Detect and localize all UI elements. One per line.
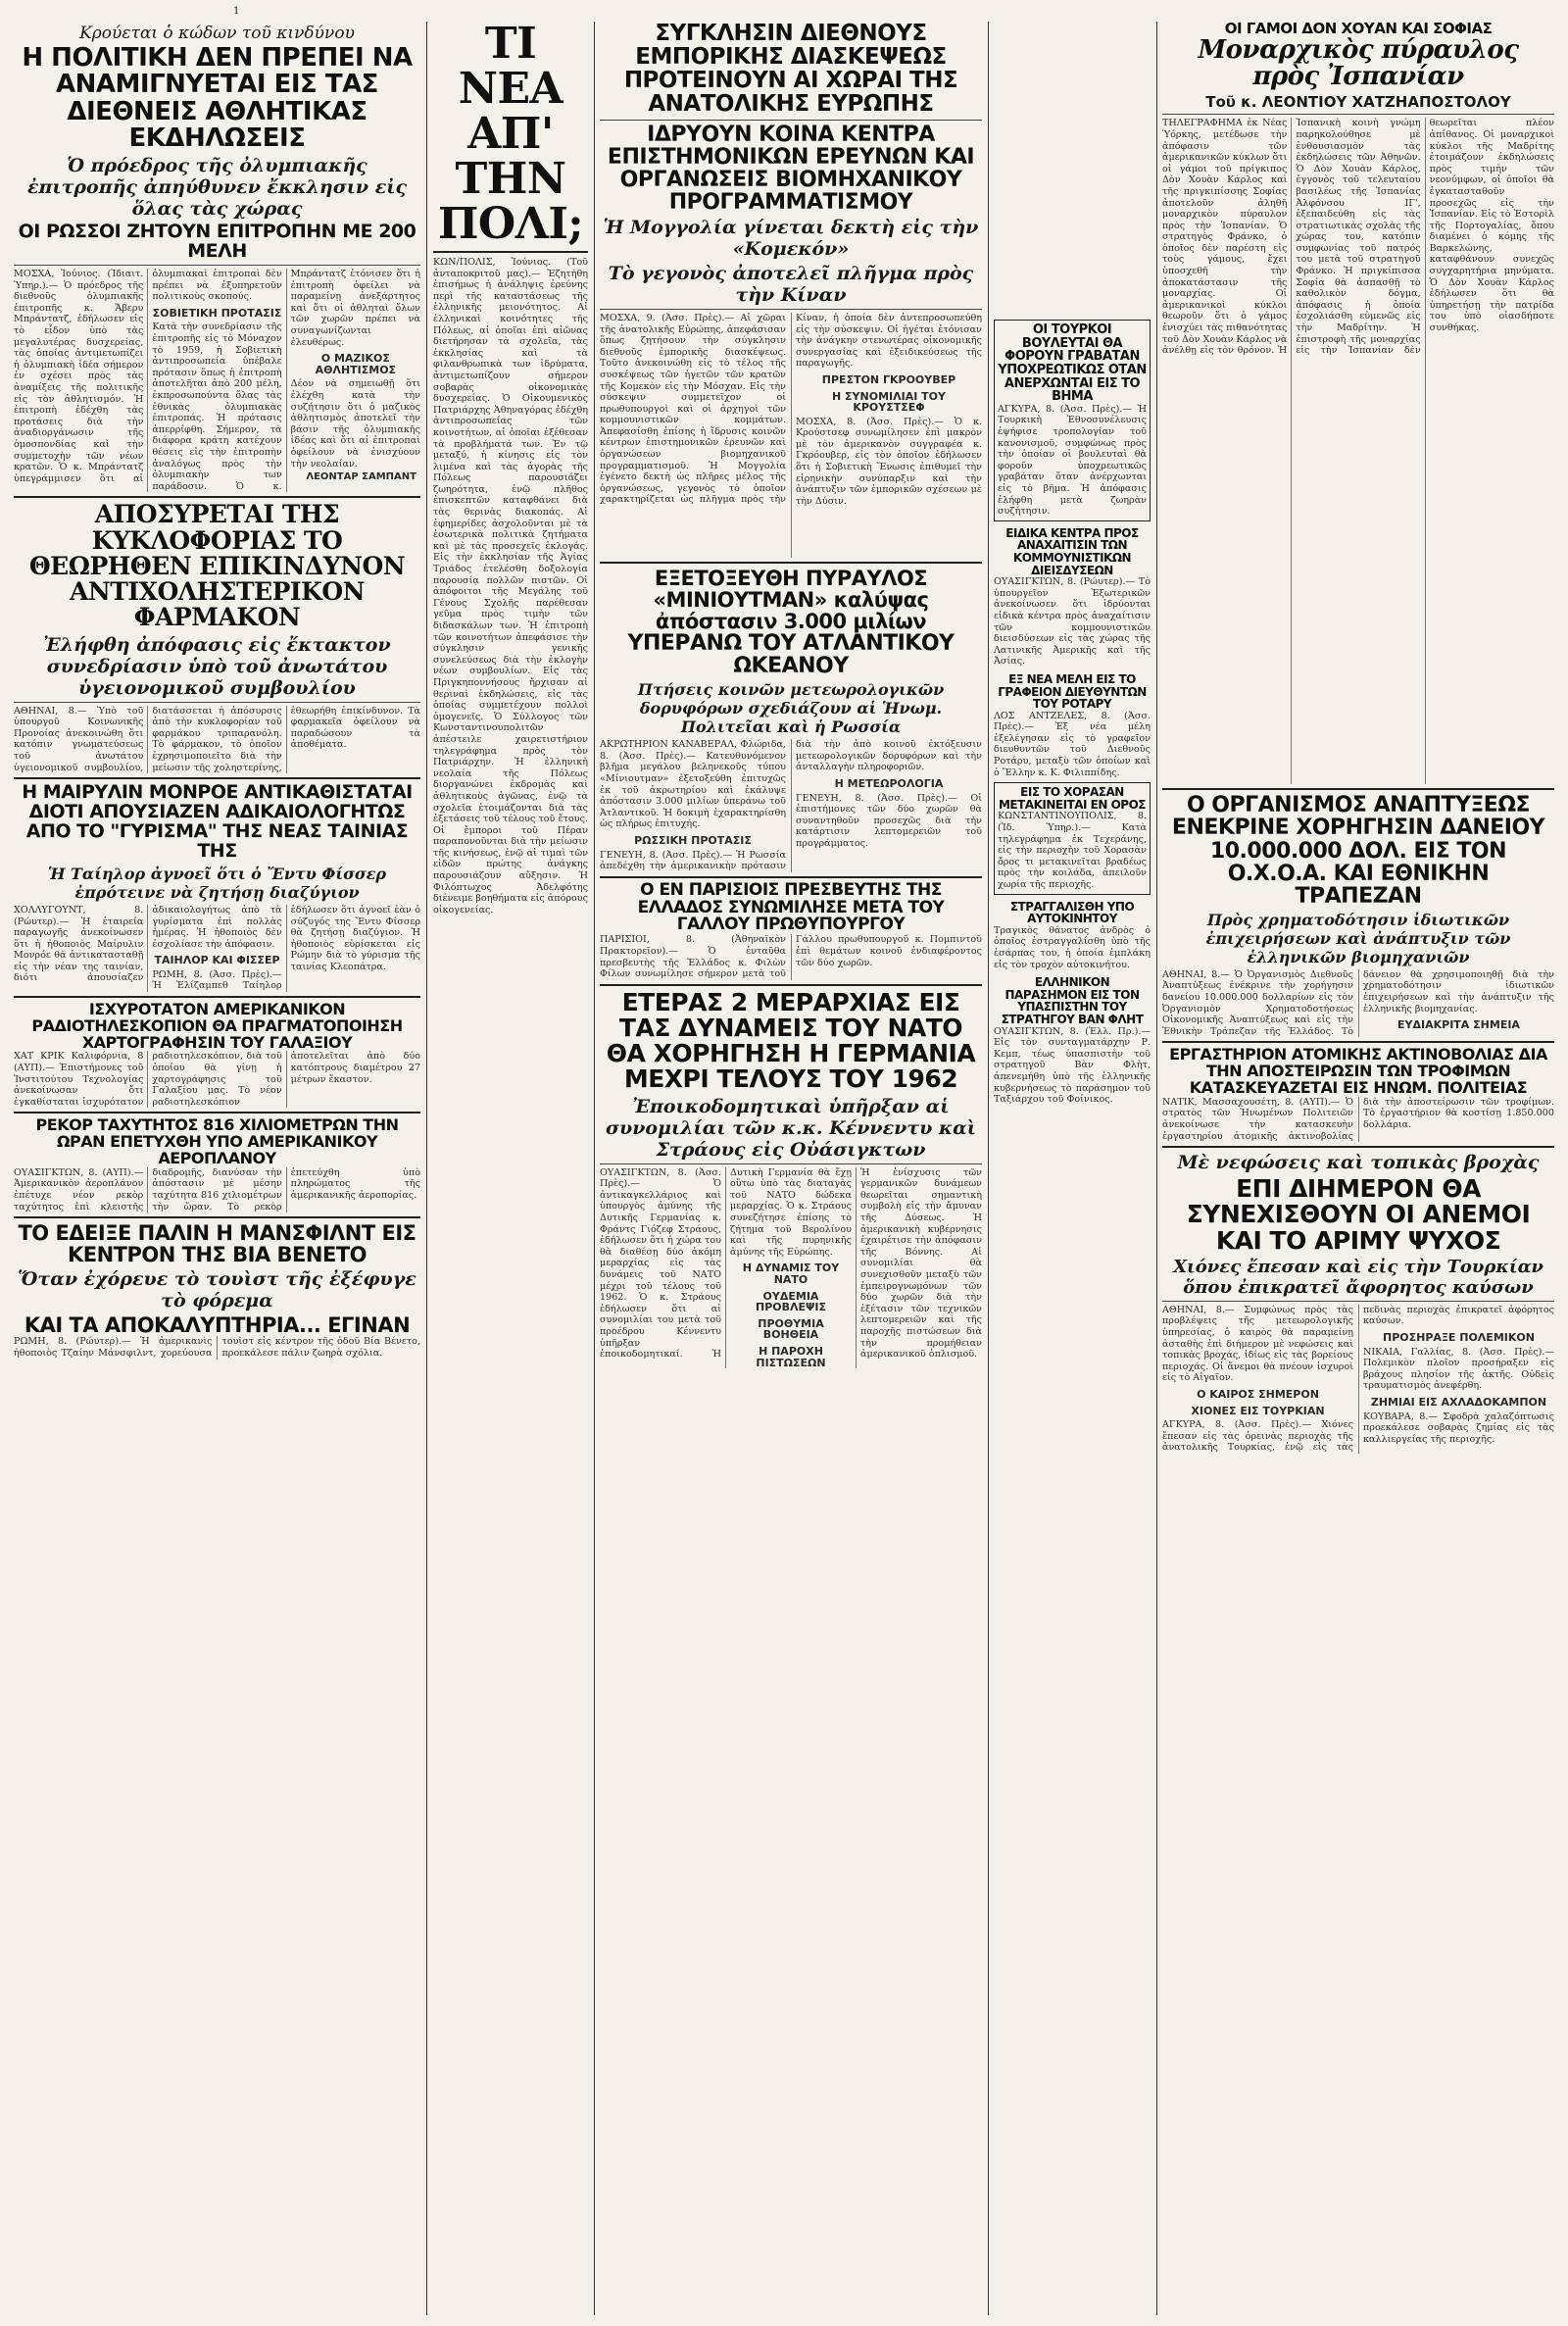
comecon-article: ΜΟΣΧΑ, 9. (Ἀσσ. Πρὲς).— Αἱ χῶραι τῆς ἀνατολικῆς Εὐρώπης, ἀπεφάσισαν ὅπως ζητήσουν τὴν σύγκλησιν διεθνοῦς ἐμπορικῆς διασκέψεως. Τοῦτο ἀνεκοινώθη εἰς τὸ τέλος τῆς συσκέψεως τῶν ἡγετῶν τῶν κρατῶν τῆς Κομεκὸν εἰς τὴν Μόσχαν. Εἰς τὴν σύσκεψιν συμμετεῖχον οἱ πρωθυπουργοὶ καὶ οἱ ἀρχηγοὶ τῶν κομμουνιστικῶν κομμάτων. Ἀπεφασίσθη ἐπίσης ἡ ἵδρυσις κοινῶν κέντρων ἐπιστημονικῶν ἐρευνῶν καὶ ὀργανώσεων βιομηχανικοῦ προγραμματισμοῦ. Ἡ Μογγολία ἐγένετο δεκτὴ ὡς πλῆρες μέλος τῆς ὀργανώσεως, γεγονὸς τὸ ὁποῖον χαρακτηρίζεται ὡς πλῆγμα πρὸς τὴν Κίναν, ἡ ὁποία δὲν ἀντεπροσωπεύθη εἰς τὴν σύσκεψιν. Οἱ ἡγέται ἐτόνισαν τὴν ἀνάγκην στενωτέρας οἰκονομικῆς συνεργασίας καὶ ἐξειδικεύσεως τῆς παραγωγῆς. ΠΡΕΣΤΟΝ ΓΚΡΟΟΥΒΕΡ Η ΣΥΝΟΜΙΛΙΑΙ ΤΟΥ ΚΡΟΥΣΤΣΕΦ ΜΟΣΧΑ, 8. (Ἀσσ. Πρὲς).— Ὁ κ. Κρούστσεφ συνωμίλησεν ἐπὶ μακρὸν μὲ τὸν ἀμερικανὸν συγγραφέα κ. Γκρόουβερ, εἰς τὸν ὁποῖον ἐδήλωσεν ὅτι ἡ Σοβιετικὴ Ἕνωσις ἐπιθυμεῖ τὴν εἰρηνικὴν συνύπαρξιν καὶ τὴν ἀνάπτυξιν τῶν ἐμπορικῶν σχέσεων μὲ τὴν Δύσιν. (600, 312, 982, 507)
newspaper-page (14, 22, 1554, 2315)
weather-article: ΑΘΗΝΑΙ, 8.— Συμφώνως πρὸς τὰς προβλέψεις τῆς μετεωρολογικῆς ὑπηρεσίας, ὁ καιρὸς θὰ παραμείνῃ ἀσταθὴς ἐπὶ διήμερον μὲ νεφώσεις καὶ τοπικὰς βροχάς, ἰδίως εἰς τὰς βορείους περιοχάς. Οἱ ἄνεμοι θὰ πνέουν ἰσχυροὶ εἰς τὸ Αἰγαῖον. Ο ΚΑΙΡΟΣ ΣΗΜΕΡΟΝ ΧΙΟΝΕΣ ΕΙΣ ΤΟΥΡΚΙΑΝ ΑΓΚΥΡΑ, 8. (Ἀσσ. Πρὲς).— Χιόνες ἔπεσαν εἰς τὰς ὀρεινὰς περιοχὰς τῆς ἀνατολικῆς Τουρκίας, ἐνῷ εἰς τὰς πεδινὰς περιοχὰς ἐπικρατεῖ ἀφόρητος καύσων. ΠΡΟΣΗΡΑΞΕ ΠΟΛΕΜΙΚΟΝ ΝΙΚΑΙΑ, Γαλλίας, 8. (Ἀσσ. Πρὲς).— Πολεμικὸν πλοῖον προσήραξεν εἰς βράχους πλησίον τῆς ἀκτῆς. Οὐδεὶς τραυματισμὸς ἀνεφέρθη. ΖΗΜΙΑΙ ΕΙΣ ΑΧΛΑΔΟΚΑΜΠΟΝ ΚΟΥΒΑΡΑ, 8.— Σφοδρὰ χαλαζόπτωσις προεκάλεσε σοβαρὰς ζημίας εἰς τὰς καλλιεργείας τῆς περιοχῆς. (1162, 1304, 1554, 1454)
radiotelescope-article: ΧΑΤ ΚΡΙΚ Καλιφόρνια, 8 (ΑΥΠ).— Ἐπιστήμονες τοῦ Ἰνστιτούτου Τεχνολογίας ἀνεκοίνωσαν ὅτι ἐγκαθίσταται ἰσχυρότατον ραδιοτηλεσκόπιον, διὰ τοῦ ὁποίου θὰ γίνῃ ἡ χαρτογράφησις τοῦ Γαλαξίου μας. Τὸ νέον ραδιοτηλεσκόπιον ἀποτελεῖται ἀπὸ δύο κατόπτρους διαμέτρου 27 μέτρων ἕκαστον. (14, 1051, 420, 1108)
nato-deck: Ἐποικοδομητικαὶ ὑπῆρξαν αἱ συνομιλίαι τῶν κ.κ. Κέννεντυ καὶ Στράους εἰς Οὐάσιγκτων (606, 1095, 976, 1161)
turkish-deputies-box: ΟΙ ΤΟΥΡΚΟΙ ΒΟΥΛΕΥΤΑΙ ΘΑ ΦΟΡΟΥΝ ΓΡΑΒΑΤΑΝ ΥΠΟΧΡΕΩΤΙΚΩΣ ΟΤΑΝ ΑΝΕΡΧΩΝΤΑΙ ΕΙΣ ΤΟ ΒΗΜΑ ΑΓΚΥΡΑ, 8. (Ἀσσ. Πρὲς).— Ἡ Τουρκικὴ Ἐθνοσυνέλευσις ἐψήφισε τροπολογίαν τοῦ κανονισμοῦ, συμφώνως πρὸς τὴν ὁποίαν οἱ βουλευταὶ θὰ φοροῦν ὑποχρεωτικῶς γραβάταν ὅταν ἀνέρχωνται εἰς τὸ βῆμα. Ἡ ἀπόφασις ἐλήφθη μετὰ ζωηρὰν συζήτησιν. (994, 320, 1151, 521)
mansfield-subhead: ΚΑΙ ΤΑ ΑΠΟΚΑΛΥΠΤΗΡΙΑ... ΕΓΙΝΑΝ (24, 1313, 411, 1338)
city-news-article: ΚΩΝ/ΠΟΛΙΣ, Ἰούνιος. (Τοῦ ἀνταποκριτοῦ μας).— Ἐζητήθη ἐπισήμως ἡ ἀνάληψις ἐρεύνης περὶ τῆς καταστάσεως τῆς ἑλληνικῆς μειονότητος. Αἱ ἑλληνικαὶ κοινότητες τῆς Πόλεως, αἱ ὁποῖαι ἐπὶ αἰῶνας διετήρησαν τὰ σχολεῖα, τὰς ἐκκλησίας καὶ τὰ φιλανθρωπικὰ των ἱδρύματα, ἀντιμετωπίζουν σήμερον σοβαρὰς οἰκονομικὰς δυσχερείας. Ὁ Οἰκουμενικὸς Πατριάρχης Ἀθηναγόρας ἐδέχθη ἀντιπροσωπείας τῶν κοινοτήτων, αἱ ὁποῖαι ἐξέθεσαν τὰ προβλήματά των. Ἐν τῷ μεταξύ, ἡ κίνησις εἰς τὸν λιμένα καὶ τὰς ἀγορὰς τῆς Πόλεως παρουσιάζει ζωηρότητα, ἐνῷ πλῆθος ἐπισκεπτῶν καταφθάνει διὰ τὰς θερινὰς διακοπάς. Αἱ ἐφημερίδες ἀσχολοῦνται μὲ τὰ ἐσωτερικὰ πολιτικὰ ζητήματα καὶ μὲ τὰς προσεχεῖς ἐκλογάς. Εἰς τὴν ἐκκλησίαν τῆς Ἁγίας Τριάδος ἐτελέσθη δοξολογία παρουσίᾳ πολλῶν πιστῶν. Οἱ ἀπόφοιτοι τῆς Μεγάλης τοῦ Γένους Σχολῆς παρέθεσαν γεῦμα πρὸς τιμὴν τῶν διδασκάλων των. Ἡ ἐπιτροπὴ τῶν κοινοτήτων ἀπεφάσισε τὴν σύγκλησιν γενικῆς συνελεύσεως διὰ τὴν ἐκλογὴν νέων συμβουλίων. Εἰς τὰς Πριγκηποννήσους ἤρχισαν αἱ θεριναὶ ἐκδηλώσεις, εἰς τὰς ὁποίας συμμετέχουν πολλοὶ ὁμογενεῖς. Ὁ Σύλλογος τῶν Κωνσταντινουπολιτῶν ἀπέστειλε χαιρετιστήριον τηλεγράφημα πρὸς τὸν Πατριάρχην. Ἡ ἑλληνικὴ νεολαία τῆς Πόλεως διοργανώνει ἐκδρομὰς καὶ ἀθλητικοὺς ἀγῶνας, ἐνῷ τὰ σχολεῖα ἑτοιμάζονται διὰ τὰς ἐξετάσεις τοῦ τέλους τοῦ ἔτους. Οἱ ἔμποροι τοῦ Πέραν παραπονοῦνται διὰ τὴν μείωσιν τῆς κινήσεως, ἐνῷ αἱ τιμαὶ τῶν εἰδῶν πρώτης ἀνάγκης παρουσιάζουν αὔξησιν. Ἡ Φιλόπτωχος Ἀδελφότης διένειμε βοηθήματα εἰς ἀπόρους οἰκογενείας. (433, 257, 588, 916)
loan-deck: Πρὸς χρηματοδότησιν ἰδιωτικῶν ἐπιχειρήσεων καὶ ἀνάπτυξιν τῶν ἑλληνικῶν βιομηχανιῶν (1205, 910, 1511, 966)
drug-headline: ΑΠΟΣΥΡΕΤΑΙ ΤΗΣ ΚΥΚΛΟΦΟΡΙΑΣ ΤΟ ΘΕΩΡΗΘΕΝ ΕΠΙΚΙΝΔΥΝΟΝ ΑΝΤΙΧΟΛΗΣΤΕΡΙΚΟΝ ΦΑΡΜΑΚΟΝ (28, 500, 406, 632)
loan-headline: Ο ΟΡΓΑΝΙΣΜΟΣ ΑΝΑΠΤΥΞΕΩΣ ΕΝΕΚΡΙΝΕ ΧΟΡΗΓΗΣΙΝ ΔΑΝΕΙΟΥ 10.000.000 ΔΟΛ. ΕΙΣ ΤΟΝ Ο.Χ.Ο.Α. ΚΑΙ ΕΘΝΙΚΗΝ ΤΡΑΠΕΖΑΝ (1171, 793, 1545, 909)
column-right (1162, 22, 1554, 2315)
speed-record-article: ΟΥΑΣΙΓΚΤΩΝ, 8. (ΑΥΠ).— Ἀμερικανικὸν ἀεροπλάνον ἐπέτυχε νέον ρεκὸρ ταχύτητος ἐπὶ κλειστῆς διαδρομῆς, διανύσαν τὴν ἀπόστασιν μὲ μέσην ταχύτητα 816 χιλιομέτρων τὴν ὥραν. Τὸ ρεκὸρ ἐπετεύχθη ὑπὸ πληρώματος τῆς ἀμερικανικῆς ἀεροπορίας. (14, 1166, 420, 1212)
satellite-deck: Πτήσεις κοινῶν μετεωρολογικῶν δορυφόρων σχεδιάζουν αἱ Ἡνωμ. Πολιτεῖαι καὶ ἡ Ρωσσία (637, 680, 945, 737)
minuteman-article: ΑΚΡΩΤΗΡΙΟΝ ΚΑΝΑΒΕΡΑΛ, Φλώριδα, 8. (Ἀσσ. Πρὲς).— Κατευθυνόμενον βλῆμα μεγάλου βεληνεκοῦς τύπου «Μίνιουτμαν» ἐξετοξεύθη ἐπιτυχῶς ἐκ τοῦ ἀκρωτηρίου καὶ ἐκάλυψε ἀπόστασιν 3.000 μιλίων ὑπεράνω τοῦ Ἀτλαντικοῦ. Ἡ δοκιμὴ ἐχαρακτηρίσθη ὡς πλήρως ἐπιτυχής. ΡΩΣΣΙΚΗ ΠΡΟΤΑΣΙΣ ΓΕΝΕΥΗ, 8. (Ἀσσ. Πρὲς).— Ἡ Ρωσσία ἀπεδέχθη τὴν ἀμερικανικὴν πρότασιν διὰ τὴν ἀπὸ κοινοῦ ἐκτόξευσιν μετεωρολογικῶν δορυφόρων καὶ τὴν ἀνταλλαγὴν πληροφοριῶν. Η ΜΕΤΕΩΡΟΛΟΓΙΑ ΓΕΝΕΥΗ, 8. (Ἀσσ. Πρὲς).— Οἱ ἐπιστήμονες τῶν δύο χωρῶν θὰ συναντηθοῦν προσεχῶς διὰ τὴν κατάρτισιν λεπτομερειῶν τοῦ προγράμματος. (600, 739, 982, 872)
loan-article: ΑΘΗΝΑΙ, 8.— Ὁ Ὀργανισμὸς Διεθνοῦς Ἀναπτύξεως ἐνέκρινε τὴν χορήγησιν δανείου 10.000.000 δολλαρίων εἰς τὸν Ὀργανισμὸν Χρηματοδοτήσεως Οἰκονομικῆς Ἀναπτύξεως καὶ εἰς τὴν Ἐθνικὴν Τράπεζαν τῆς Ἑλλάδος. Τὸ δάνειον θὰ χρησιμοποιηθῇ διὰ τὴν χρηματοδότησιν ἰδιωτικῶν ἐπιχειρήσεων καὶ τὴν ἀνάπτυξιν τῆς ἑλληνικῆς βιομηχανίας. ΕΥΔΙΑΚΡΙΤΑ ΣΗΜΕΙΑ (1162, 968, 1554, 1037)
sports-kicker: Κρούεται ὁ κώδων τοῦ κινδύνου (79, 24, 355, 43)
research-centers-headline: ΙΔΡΥΟΥΝ ΚΟΙΝΑ ΚΕΝΤΡΑ ΕΠΙΣΤΗΜΟΝΙΚΩΝ ΕΡΕΥΝΩΝ ΚΑΙ ΟΡΓΑΝΩΣΕΙΣ ΒΙΟΜΗΧΑΝΙΚΟΥ ΠΡΟΓΡΑΜΜΑΤΙΣΜΟΥ (607, 122, 975, 215)
china-deck: Τὸ γεγονὸς ἀποτελεῖ πλῆγμα πρὸς τὴν Κίναν (608, 262, 974, 306)
minuteman-headline: ΕΞΕΤΟΞΕΥΘΗ ΠΥΡΑΥΛΟΣ «ΜΙΝΙΟΥΤΜΑΝ» καλύψας ἀπόστασιν 3.000 μιλίων (653, 566, 929, 634)
olympic-headline: Η ΠΟΛΙΤΙΚΗ ΔΕΝ ΠΡΕΠΕΙ ΝΑ ΑΝΑΜΙΓΝΥΕΤΑΙ ΕΙΣ ΤΑΣ ΔΙΕΘΝΕΙΣ ΑΘΛΗΤΙΚΑΣ ΕΚΔΗΛΩΣΕΙΣ (22, 43, 413, 153)
mansfield-article: ΡΩΜΗ, 8. (Ρώυτερ).— Ἡ ἀμερικανὶς ἠθοποιὸς Τζαίην Μάνσφιλντ, χορεύουσα τουὶστ εἰς κέντρον τῆς ὁδοῦ Βία Βένετο, προεκάλεσε πάλιν ζωηρὰ σχόλια. (14, 1336, 420, 1359)
monarchy-article: ΤΗΛΕΓΡΑΦΗΜΑ ἐκ Νέας Ὑόρκης, μετέδωσε τὴν ἀπόφασιν τῶν ἀμερικανικῶν κύκλων ὅτι οἱ γάμοι τοῦ πρίγκιπος Δὸν Χουὰν Κάρλος καὶ τῆς πριγκιπίσσης Σοφίας ἀποτελοῦν ἀληθῆ μοναρχικὸν πύραυλον πρὸς τὴν Ἰσπανίαν. Ὁ στρατηγὸς Φράνκο, ὁ ὁποῖος δὲν παρέστη εἰς τοὺς γάμους, ἔχει ὑποσχεθῆ τὴν ἀποκατάστασιν τῆς μοναρχίας. Οἱ ἀμερικανικοὶ κύκλοι θεωροῦν ὅτι ὁ γάμος ἐνισχύει τὰς πιθανότητας τοῦ Δὸν Χουὰν Κάρλος νὰ ἀνέλθῃ εἰς τὸν θρόνον. Ἡ Ἰσπανικὴ κοινὴ γνώμη παρηκολούθησε μὲ ἐνθουσιασμὸν τὰς ἐκδηλώσεις τῶν Ἀθηνῶν. Ὁ Δὸν Χουὰν Κάρλος, ἐγγονὸς τοῦ τελευταίου βασιλέως τῆς Ἰσπανίας Ἀλφόνσου ΙΓ', ἐξεπαιδεύθη εἰς τὰς στρατιωτικὰς σχολὰς τῆς χώρας του, κατόπιν συμφωνίας τοῦ πατρός του μετὰ τοῦ στρατηγοῦ Φράνκο. Ἡ πριγκίπισσα Σοφία θὰ ἀσπασθῇ τὸ καθολικὸν δόγμα, ἀπόφασις ἡ ὁποία ἐσχολιάσθη εὐμενῶς εἰς τὴν Μαδρίτην. Ἡ ἐπιστροφὴ τῆς μοναρχίας εἰς τὴν Ἰσπανίαν δὲν θεωρεῖται πλέον ἀπίθανος. Οἱ μοναρχικοὶ κύκλοι τῆς Μαδρίτης ἑτοιμάζουν ἐκδηλώσεις πρὸς τιμὴν τῶν νεονύμφων, οἱ ὁποῖοι θὰ ἐγκατασταθοῦν προσεχῶς εἰς τὴν Ἰσπανίαν. Εἰς τὸ Ἐστορὶλ τῆς Πορτογαλίας, ὅπου διαμένει ὁ κόμης τῆς Βαρκελώνης, καταφθάνουν συνεχῶς συγχαρητήρια μηνύματα. Ὁ Δὸν Χουὰν Κάρλος ἐδήλωσεν ὅτι θὰ ὑπηρετήσῃ τὴν πατρίδα του ὑπὸ οἱασδήποτε συνθήκας. (1162, 118, 1554, 357)
special-centers-title: ΕΙΔΙΚΑ ΚΕΝΤΡΑ ΠΡΟΣ ΑΝΑΧΑΙΤΙΣΙΝ ΤΩΝ ΚΟΜΜΟΥΝΙΣΤΙΚΩΝ ΔΙΕΙΣΔΥΣΕΩΝ (1005, 525, 1139, 577)
strangled-text: Τραγικὸς θάνατος ἀνδρὸς ὁ ὁποῖος ἐστραγγαλίσθη ὑπὸ τῆς ἐσάρπας του, ἡ ὁποία ἐμπλάκη εἰς τὸν τροχὸν αὐτοκινήτου. (994, 924, 1151, 970)
radiation-lab-article: ΝΑΤΙΚ, Μασσαχουσέτη, 8. (ΑΥΠ).— Ὁ στρατὸς τῶν Ἡνωμένων Πολιτειῶν ἀνεκοίνωσε τὴν κατασκευὴν ἐργαστηρίου ἀτομικῆς ἀκτινοβολίας διὰ τὴν ἀποστείρωσιν τῶν τροφίμων. Τὸ ἐργαστήριον θὰ κοστίσῃ 1.850.000 δολλάρια. (1162, 1096, 1554, 1142)
column-center (600, 22, 982, 2315)
weddings-kicker: ΟΙ ΓΑΜΟΙ ΔΟΝ ΧΟΥΑΝ ΚΑΙ ΣΟΦΙΑΣ (1224, 22, 1493, 37)
nato-divisions-headline: ΕΤΕΡΑΣ 2 ΜΕΡΑΡΧΙΑΣ ΕΙΣ ΤΑΣ ΔΥΝΑΜΕΙΣ ΤΟΥ ΝΑΤΟ ΘΑ ΧΟΡΗΓΗΣΗ Η ΓΕΡΜΑΝΙΑ ΜΕΧΡΙ ΤΕΛΟΥΣ ΤΟΥ 1962 (606, 987, 976, 1094)
city-news-headline: ΤΙ ΝΕΑ ΑΠ' ΤΗΝ ΠΟΛΙ; (437, 22, 584, 249)
column-left (14, 22, 420, 2315)
strangled-title: ΣΤΡΑΓΓΑΛΙΣΘΗ ΥΠΟ ΑΥΤΟΚΙΝΗΤΟΥ (1009, 899, 1135, 926)
nato-article: ΟΥΑΣΙΓΚΤΩΝ, 8. (Ἀσσ. Πρὲς).— Ὁ ἀντικαγκελλάριος καὶ ὑπουργὸς ἀμύνης τῆς Δυτικῆς Γερμανίας κ. Φράντς Γιόζεφ Στράους, ἐδήλωσεν ὅτι ἡ χώρα του θὰ διαθέσῃ δύο ἀκόμη μεραρχίας εἰς τὰς δυνάμεις τοῦ ΝΑΤΟ μέχρι τοῦ τέλους τοῦ 1962. Ὁ κ. Στράους ἐδήλωσεν ὅτι αἱ συνομιλίαι του μετὰ τοῦ προέδρου Κέννεντυ ὑπῆρξαν ἐποικοδομητικαί. Ἡ Δυτικὴ Γερμανία θὰ ἔχῃ οὕτω ὑπὸ τὰς διαταγὰς τοῦ ΝΑΤΟ δώδεκα μεραρχίας. Ὁ κ. Στράους συνεζήτησε ἐπίσης τὸ ζήτημα τοῦ Βερολίνου καὶ τῆς πυρηνικῆς ἀμύνης τῆς Εὐρώπης. Η ΔΥΝΑΜΙΣ ΤΟΥ ΝΑΤΟ ΟΥΔΕΜΙΑ ΠΡΟΒΛΕΨΙΣ ΠΡΟΘΥΜΙΑ ΒΟΗΘΕΙΑ Η ΠΑΡΟΧΗ ΠΙΣΤΩΣΕΩΝ Ἡ ἑνίσχυσις τῶν γερμανικῶν δυνάμεων θεωρεῖται σημαντικὴ συμβολὴ εἰς τὴν ἄμυναν τῆς Δύσεως. Ἡ ἀμερικανικὴ κυβέρνησις ἐχαιρέτισε τὴν ἀπόφασιν τῆς Βόννης. Αἱ συνομιλίαι θὰ συνεχισθοῦν μεταξὺ τῶν ἐμπειρογνωμόνων τῶν δύο χωρῶν διὰ τὴν ἐξέτασιν τῶν τεχνικῶν λεπτομερειῶν καὶ τῆς παροχῆς πιστώσεων διὰ τὴν προμήθειαν ἀμερικανικοῦ ὁπλισμοῦ. (600, 1166, 982, 1369)
monroe-deck: Ἡ Ταίηλορ ἀγνοεῖ ὅτι ὁ Ἔντυ Φίσσερ ἐπρότεινε νὰ ζητήσῃ διαζύγιον (47, 864, 387, 902)
radiotelescope-headline: ΙΣΧΥΡΟΤΑΤΟΝ ΑΜΕΡΙΚΑΝΙΚΟΝ ΡΑΔΙΟΤΗΛΕΣΚΟΠΙΟΝ ΘΑ ΠΡΑΓΜΑΤΟΠΟΙΗΣΗ ΧΑΡΤΟΓΡΑΦΗΣΙΝ ΤΟΥ ΓΑΛΑΞΙΟΥ (31, 1000, 403, 1052)
paris-ambassador-headline: Ο ΕΝ ΠΑΡΙΣΙΟΙΣ ΠΡΕΣΒΕΥΤΗΣ ΤΗΣ ΕΛΛΑΔΟΣ ΣΥΝΩΜΙΛΗΣΕ ΜΕΤΑ ΤΟΥ ΓΑΛΛΟΥ ΠΡΩΘΥΠΟΥΡΓΟΥ (637, 879, 945, 935)
olympic-article: ΜΟΣΧΑ, Ἰούνιος. (Ἰδιαιτ. Ὑπηρ.).— Ὁ πρόεδρος τῆς διεθνοῦς ὀλυμπιακῆς ἐπιτροπῆς κ. Ἄβερυ Μπράντατζ, ἐδήλωσεν εἰς τὸ εἶδον ὑπὸ τὰς μεγαλυτέρας δυσχερείας, τὰς ὁποίας ἀντιμετωπίζει ἡ ὀλυμπιακὴ ἰδέα σήμερον ἐν σχέσει πρὸς τὰς ἀναμίξεις τῆς πολιτικῆς εἰς τὸν ἀθλητισμόν. Ἡ ἐπιτροπὴ ἐδέχθη τὰς προτάσεις διὰ τὴν ἀναδιοργάνωσιν τῆς ὁμοσπονδίας καὶ τὴν συμμετοχὴν τῶν νέων κρατῶν. Ὁ κ. Μπράντατζ ὑπεγράμμισεν ὅτι αἱ ὀλυμπιακαὶ ἐπιτροπαὶ δὲν πρέπει νὰ ἐξυπηρετοῦν πολιτικοὺς σκοπούς. ΣΟΒΙΕΤΙΚΗ ΠΡΟΤΑΣΙΣ Κατὰ τὴν συνεδρίασιν τῆς ἐπιτροπῆς εἰς τὸ Μόναχον τὸ 1959, ἡ Σοβιετικὴ ἀντιπροσωπεία ὑπέβαλε πρότασιν ὅπως ἡ ἐπιτροπὴ ἀποτελῆται ἀπὸ 200 μέλη, ἐκπροσωπούντα ὅλας τὰς ἐθνικὰς ὀλυμπιακὰς ἐπιτροπάς. Ἡ πρότασις ἀπερρίφθη. Σήμερον, τὰ διάφορα κράτη κατέχουν θέσεις εἰς τὴν ἐπιτροπὴν ἀναλόγως πρὸς τὴν ὀλυμπιακὴν των παράδοσιν. Ὁ κ. Μπράντατζ ἐτόνισεν ὅτι ἡ ἐπιτροπὴ ὀφείλει νὰ παραμείνῃ ἀνεξάρτητος καὶ ὅτι οἱ ἀθληταὶ ὅλων τῶν χωρῶν πρέπει νὰ συναγωνίζωνται ἐλευθέρως. Ο ΜΑΖΙΚΟΣ ΑΘΛΗΤΙΣΜΟΣ Δέον νὰ σημειωθῇ ὅτι ἐλέχθη κατὰ τὴν συζήτησιν ὅτι ὁ μαζικὸς ἀθλητισμὸς ἀποτελεῖ τὴν βάσιν τῆς ὀλυμπιακῆς ἰδέας καὶ ὅτι αἱ ἐπιτροπαὶ ὀφείλουν νὰ ἐνισχύουν τὴν νεολαίαν. ΛΕΟΝΤΑΡ ΣΑΜΠΑΝΤ (14, 269, 420, 492)
drug-deck: Ἐλήφθη ἀπόφασις εἰς ἔκτακτον συνεδρίασιν ὑπὸ τοῦ ἀνωτάτου ὑγειονομικοῦ συμβουλίου (43, 633, 391, 699)
mansfield-headline: ΤΟ ΕΔΕΙΞΕ ΠΑΛΙΝ Η ΜΑΝΣΦΙΛΝΤ ΕΙΣ ΚΕΝΤΡΟΝ ΤΗΣ ΒΙΑ ΒΕΝΕΤΟ (18, 1221, 416, 1267)
medal-text: ΟΥΑΣΙΓΚΤΩΝ, 8. (Ἐλλ. Πρ.).— Εἰς τὸν συνταγματάρχην Ρ. Κεμπ, τέως ὑπασπιστὴν τοῦ στρατηγοῦ Βὰν Φλὴτ, ἀπενεμήθη ὑπὸ τῆς ἑλληνικῆς κυβερνήσεως τὸ παράσημον τοῦ Ταξιάρχου τοῦ Φοίνικος. (994, 1025, 1151, 1106)
paris-ambassador-article: ΠΑΡΙΣΙΟΙ, 8. (Ἀθηναϊκὸν Πρακτορεῖον).— Ὁ ἐνταῦθα πρεσβευτὴς τῆς Ἑλλάδος κ. Φιλὼν Φίλων συνωμίλησε σήμερον μετὰ τοῦ Γάλλου πρωθυπουργοῦ κ. Πομπιντοῦ ἐπὶ θεμάτων κοινοῦ ἐνδιαφέροντος τῶν δύο χωρῶν. (600, 934, 982, 980)
column-briefs (994, 316, 1151, 2315)
trade-conference-headline: ΣΥΓΚΛΗΣΙΝ ΔΙΕΘΝΟΥΣ ΕΜΠΟΡΙΚΗΣ ΔΙΑΣΚΕΨΕΩΣ ΠΡΟΤΕΙΝΟΥΝ ΑΙ ΧΩΡΑΙ ΤΗΣ ΑΝΑΤΟΛΙΚΗΣ ΕΥΡΩΠΗΣ (623, 22, 958, 118)
monroe-headline: Η ΜΑΙΡΥΛΙΝ ΜΟΝΡΟΕ ΑΝΤΙΚΑΘΙΣΤΑΤΑΙ ΔΙΟΤΙ ΑΠΟΥΣΙΑΖΕΝ ΑΔΙΚΑΙΟΛΟΓΗΤΩΣ ΑΠΟ ΤΟ "ΓΥΡΙΣΜΑ" ΤΗΣ ΝΕΑΣ ΤΑΙΝΙΑΣ ΤΗΣ (22, 781, 413, 862)
weather-kicker: Μὲ νεφώσεις καὶ τοπικὰς βροχὰς (1177, 1152, 1540, 1174)
medal-title: ΕΛΛΗΝΙΚΟΝ ΠΑΡΑΣΗΜΟΝ ΕΙΣ ΤΟΝ ΥΠΑΣΠΙΣΤΗΝ ΤΟΥ ΣΤΡΑΤΗΓΟΥ ΒΑΝ ΦΛΗΤ (1001, 975, 1144, 1026)
weather-deck: Χιόνες ἔπεσαν καὶ εἰς τὴν Τουρκίαν ὅπου ἐπικρατεῖ ἄφορητος καύσων (1173, 1256, 1544, 1298)
rotary-title: ΕΞ ΝΕΑ ΜΕΛΗ ΕΙΣ ΤΟ ΓΡΑΦΕΙΟΝ ΔΙΕΥΘΥΝΤΩΝ ΤΟΥ ΡΟΤΑΡΥ (998, 671, 1147, 712)
olympic-subhead: ΟΙ ΡΩΣΣΟΙ ΖΗΤΟΥΝ ΕΠΙΤΡΟΠΗΝ ΜΕ 200 ΜΕΛΗ (18, 221, 416, 263)
drug-article: ΑΘΗΝΑΙ, 8.— Ὑπὸ τοῦ ὑπουργοῦ Κοινωνικῆς Προνοίας ἀνεκοινώθη ὅτι κατόπιν γνωματεύσεως τοῦ ἀνωτάτου ὑγειονομικοῦ συμβουλίου, διατάσσεται ἡ ἀπόσυρσις ἀπὸ τὴν κυκλοφορίαν τοῦ φαρμάκου τριπαρανόλη. Τὸ φάρμακον, τὸ ὁποῖον ἐχρησιμοποιεῖτο διὰ τὴν μείωσιν τῆς χοληστερίνης, ἐθεωρήθη ἐπικίνδυνον. Τὰ φαρμακεῖα ὀφείλουν νὰ παραδώσουν τὰ ἀποθέματα. (14, 705, 420, 773)
weather-headline: ΕΠΙ ΔΙΗΜΕΡΟΝ ΘΑ ΣΥΝΕΧΙΣΘΟΥΝ ΟΙ ΑΝΕΜΟΙ ΚΑΙ ΤΟ ΑΡΙΜΥ ΨΥΧΟΣ (1186, 1174, 1531, 1255)
page-number-mark: 1 (233, 6, 240, 17)
article-signature: ΛΕΟΝΤΑΡ ΣΑΜΠΑΝΤ (306, 471, 416, 483)
rotary-text: ΛΟΣ ΑΝΤΖΕΛΕΣ, 8. (Ἀσσ. Πρὲς).— Ἐξ νέα μέλη ἐξελέγησαν εἰς τὸ γραφεῖον διευθυντῶν τοῦ Διεθνοῦς Ροτάρυ, μεταξὺ τῶν ὁποίων καὶ ὁ Ἕλλην κ. Κ. Φιλιππίδης. (994, 710, 1151, 778)
radiation-lab-headline: ΕΡΓΑΣΤΗΡΙΟΝ ΑΤΟΜΙΚΗΣ ΑΚΤΙΝΟΒΟΛΙΑΣ ΔΙΑ ΤΗΝ ΑΠΟΣΤΕΙΡΩΣΙΝ ΤΩΝ ΤΡΟΦΙΜΩΝ ΚΑΤΑΣΚΕΥΑΖΕΤΑΙ ΕΙΣ ΗΝΩΜ. ΠΟΛΙΤΕΙΑΣ (1169, 1045, 1547, 1097)
special-centers-text: ΟΥΑΣΙΓΚΤΩΝ, 8. (Ρώυτερ).— Τὸ ὑπουργεῖον Ἐξωτερικῶν ἀνεκοίνωσεν ὅτι ἱδρύονται εἰδικὰ κέντρα πρὸς ἀναχαίτισιν τῶν κομμουνιστικῶν διεισδύσεων εἰς τὰς χώρας τῆς Λατινικῆς Ἀμερικῆς καὶ τῆς Ἀσίας. (994, 576, 1151, 668)
mongolia-deck: Ἡ Μογγολία γίνεται δεκτὴ εἰς τὴν «Κομεκόν» (603, 216, 979, 260)
monarchy-byline: Τοῦ κ. ΛΕΟΝΤΙΟΥ ΧΑΤΖΗΑΠΟΣΤΟΛΟΥ (1205, 93, 1511, 112)
olympic-deck: Ὁ πρόεδρος τῆς ὀλυμπιακῆς ἐπιτροπῆς ἀπηύθυνεν ἔκκλησιν εἰς ὅλας τὰς χώρας (26, 155, 408, 221)
khorasan-box: ΕΙΣ ΤΟ ΧΟΡΑΣΑΝ ΜΕΤΑΚΙΝΕΙΤΑΙ ΕΝ ΟΡΟΣ ΚΩΝΣΤΑΝΤΙΝΟΥΠΟΛΙΣ, 8. (Ἰδ. Ὑπηρ.).— Κατὰ τηλεγράφημα ἐκ Τεχεράνης, εἰς τὴν περιοχὴν τοῦ Χορασὰν ὄρος τι μετακινεῖται βραδέως πρὸς τὴν κοιλάδα, ἀπειλοῦν χωρία τῆς περιοχῆς. (994, 782, 1151, 894)
monarchy-headline: Μοναρχικὸς πύραυλος πρὸς Ἰσπανίαν (1198, 34, 1519, 92)
speed-record-headline: ΡΕΚΟΡ ΤΑΧΥΤΗΤΟΣ 816 ΧΙΛΙΟΜΕΤΡΩΝ ΤΗΝ ΩΡΑΝ ΕΠΕΤΥΧΘΗ ΥΠΟ ΑΜΕΡΙΚΑΝΙΚΟΥ ΑΕΡΟΠΛΑΝΟΥ (35, 1115, 399, 1168)
column-city-news (433, 22, 588, 2315)
atlantic-headline: ΥΠΕΡΑΝΩ ΤΟΥ ΑΤΛΑΝΤΙΚΟΥ ΩΚΕΑΝΟΥ (627, 631, 955, 679)
mansfield-deck: Ὅταν ἐχόρευε τὸ τουὶστ τῆς ἐξέφυγε τὸ φόρεμα (18, 1268, 416, 1312)
monroe-article: ΧΟΛΛΥΓΟΥΝΤ, 8. (Ρώυτερ).— Ἡ ἑταιρεία παραγωγῆς ἀνεκοίνωσεν ὅτι ἡ ἠθοποιὸς Μαίρυλιν Μονρόε θὰ ἀντικατασταθῇ εἰς τὴν νέαν της ταινίαν, διότι ἀπουσίαζεν ἀδικαιολογήτως ἀπὸ τὰ γυρίσματα ἐπὶ πολλὰς ἡμέρας. Ἡ ἠθοποιὸς δὲν ἐσχολίασε τὴν ἀπόφασιν. ΤΑΙΗΛΟΡ ΚΑΙ ΦΙΣΣΕΡ ΡΩΜΗ, 8. (Ἀσσ. Πρὲς).— Ἡ Ἐλίζαμπεθ Ταίηλορ ἐδήλωσεν ὅτι ἀγνοεῖ ἐὰν ὁ σύζυγός της Ἔντυ Φίσσερ θὰ ζητήσῃ διαζύγιον. Ἡ ἠθοποιὸς εὑρίσκεται εἰς Ρώμην διὰ τὸ γύρισμα τῆς ταινίας Κλεοπάτρα. (14, 904, 420, 992)
